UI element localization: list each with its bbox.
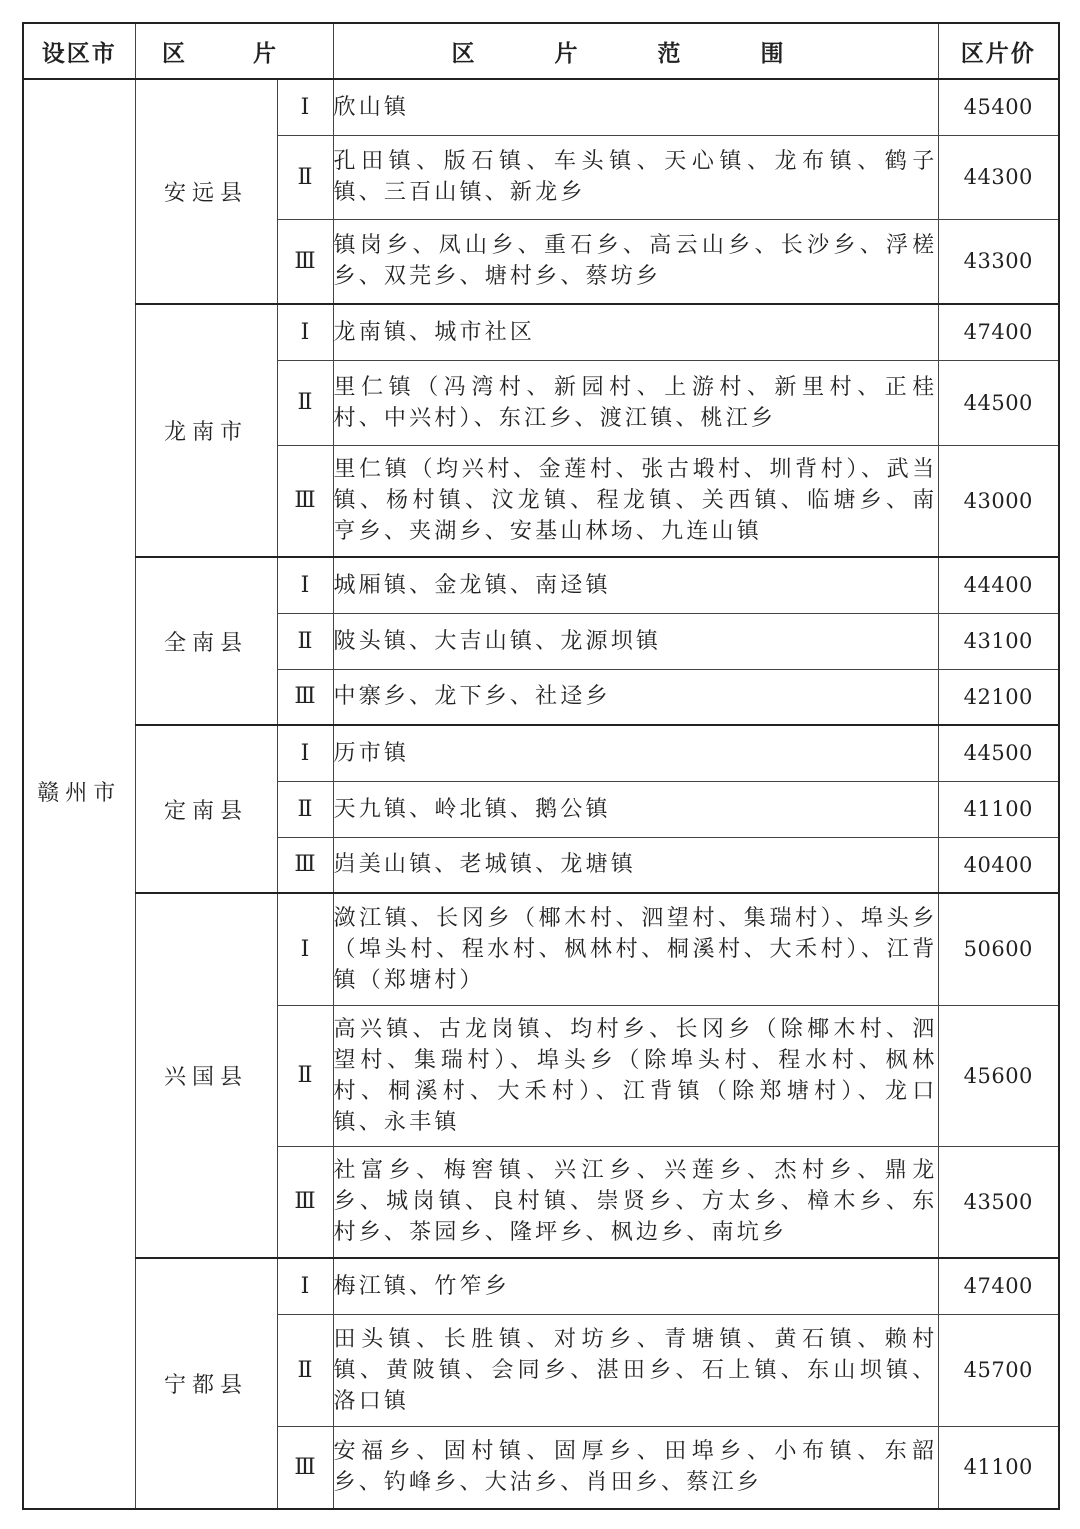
zone-range: 潋江镇、长冈乡（椰木村、泗望村、集瑞村）、埠头乡（埠头村、程水村、枫林村、桐溪村、大禾村）、江背镇（郑塘村） xyxy=(333,893,938,1005)
city-name: 赣州市 xyxy=(23,79,135,1509)
zone-level: Ⅱ xyxy=(277,360,333,445)
zone-level: Ⅱ xyxy=(277,1314,333,1426)
land-price-table xyxy=(22,22,1060,1510)
zone-range: 镇岗乡、凤山乡、重石乡、高云山乡、长沙乡、浮槎乡、双芫乡、塘村乡、蔡坊乡 xyxy=(333,219,938,304)
zone-level: Ⅰ xyxy=(277,304,333,360)
zone-price: 45600 xyxy=(938,1005,1059,1146)
county-name: 兴国县 xyxy=(135,893,277,1258)
zone-price: 44500 xyxy=(938,725,1059,781)
table-row xyxy=(23,557,1059,613)
zone-level: Ⅲ xyxy=(277,1426,333,1509)
zone-range: 城厢镇、金龙镇、南迳镇 xyxy=(333,557,938,613)
zone-price: 44300 xyxy=(938,135,1059,219)
zone-price: 43100 xyxy=(938,613,1059,669)
zone-range: 里仁镇（冯湾村、新园村、上游村、新里村、正桂村、中兴村）、东江乡、渡江镇、桃江乡 xyxy=(333,360,938,445)
zone-level: Ⅲ xyxy=(277,219,333,304)
zone-level: Ⅱ xyxy=(277,781,333,837)
zone-level: Ⅰ xyxy=(277,79,333,135)
zone-level: Ⅱ xyxy=(277,135,333,219)
zone-level: Ⅰ xyxy=(277,893,333,1005)
zone-price: 44400 xyxy=(938,557,1059,613)
zone-price: 40400 xyxy=(938,837,1059,893)
zone-price: 47400 xyxy=(938,304,1059,360)
zone-price: 41100 xyxy=(938,781,1059,837)
zone-range: 田头镇、长胜镇、对坊乡、青塘镇、黄石镇、赖村镇、黄陂镇、会同乡、湛田乡、石上镇、东山坝镇、洛口镇 xyxy=(333,1314,938,1426)
zone-range: 里仁镇（均兴村、金莲村、张古塅村、圳背村）、武当镇、杨村镇、汶龙镇、程龙镇、关西镇、临塘乡、南亨乡、夹湖乡、安基山林场、九连山镇 xyxy=(333,445,938,557)
header-zone: 区 片 xyxy=(135,23,333,79)
zone-range: 安福乡、固村镇、固厚乡、田埠乡、小布镇、东韶乡、钓峰乡、大沽乡、肖田乡、蔡江乡 xyxy=(333,1426,938,1509)
zone-range: 欣山镇 xyxy=(333,79,938,135)
zone-range: 梅江镇、竹笮乡 xyxy=(333,1258,938,1314)
table-row xyxy=(23,79,1059,135)
zone-price: 41100 xyxy=(938,1426,1059,1509)
zone-price: 45700 xyxy=(938,1314,1059,1426)
county-name: 全南县 xyxy=(135,557,277,725)
zone-level: Ⅲ xyxy=(277,1146,333,1258)
header-price: 区片价 xyxy=(938,23,1059,79)
table-row xyxy=(23,893,1059,1005)
zone-range: 岿美山镇、老城镇、龙塘镇 xyxy=(333,837,938,893)
zone-price: 44500 xyxy=(938,360,1059,445)
zone-level: Ⅰ xyxy=(277,1258,333,1314)
zone-level: Ⅲ xyxy=(277,445,333,557)
county-name: 定南县 xyxy=(135,725,277,893)
zone-price: 45400 xyxy=(938,79,1059,135)
zone-range: 高兴镇、古龙岗镇、均村乡、长冈乡（除椰木村、泗望村、集瑞村）、埠头乡（除埠头村、程水村、枫林村、桐溪村、大禾村）、江背镇（除郑塘村）、龙口镇、永丰镇 xyxy=(333,1005,938,1146)
county-name: 安远县 xyxy=(135,79,277,304)
zone-price: 43500 xyxy=(938,1146,1059,1258)
zone-level: Ⅲ xyxy=(277,837,333,893)
zone-level: Ⅲ xyxy=(277,669,333,725)
table-row xyxy=(23,1258,1059,1314)
zone-range: 社富乡、梅窖镇、兴江乡、兴莲乡、杰村乡、鼎龙乡、城岗镇、良村镇、崇贤乡、方太乡、樟木乡、东村乡、茶园乡、隆坪乡、枫边乡、南坑乡 xyxy=(333,1146,938,1258)
zone-range: 龙南镇、城市社区 xyxy=(333,304,938,360)
zone-range: 陂头镇、大吉山镇、龙源坝镇 xyxy=(333,613,938,669)
zone-price: 47400 xyxy=(938,1258,1059,1314)
zone-level: Ⅱ xyxy=(277,1005,333,1146)
header-scope: 区 片 范 围 xyxy=(333,23,938,79)
zone-range: 历市镇 xyxy=(333,725,938,781)
header-city: 设区市 xyxy=(23,23,135,79)
header-row xyxy=(23,23,1059,79)
zone-range: 天九镇、岭北镇、鹅公镇 xyxy=(333,781,938,837)
zone-price: 42100 xyxy=(938,669,1059,725)
zone-level: Ⅰ xyxy=(277,557,333,613)
zone-range: 中寨乡、龙下乡、社迳乡 xyxy=(333,669,938,725)
zone-level: Ⅱ xyxy=(277,613,333,669)
zone-price: 43300 xyxy=(938,219,1059,304)
zone-price: 43000 xyxy=(938,445,1059,557)
zone-price: 50600 xyxy=(938,893,1059,1005)
table-row xyxy=(23,304,1059,360)
county-name: 龙南市 xyxy=(135,304,277,557)
zone-range: 孔田镇、版石镇、车头镇、天心镇、龙布镇、鹤子镇、三百山镇、新龙乡 xyxy=(333,135,938,219)
table-row xyxy=(23,725,1059,781)
county-name: 宁都县 xyxy=(135,1258,277,1509)
zone-level: Ⅰ xyxy=(277,725,333,781)
